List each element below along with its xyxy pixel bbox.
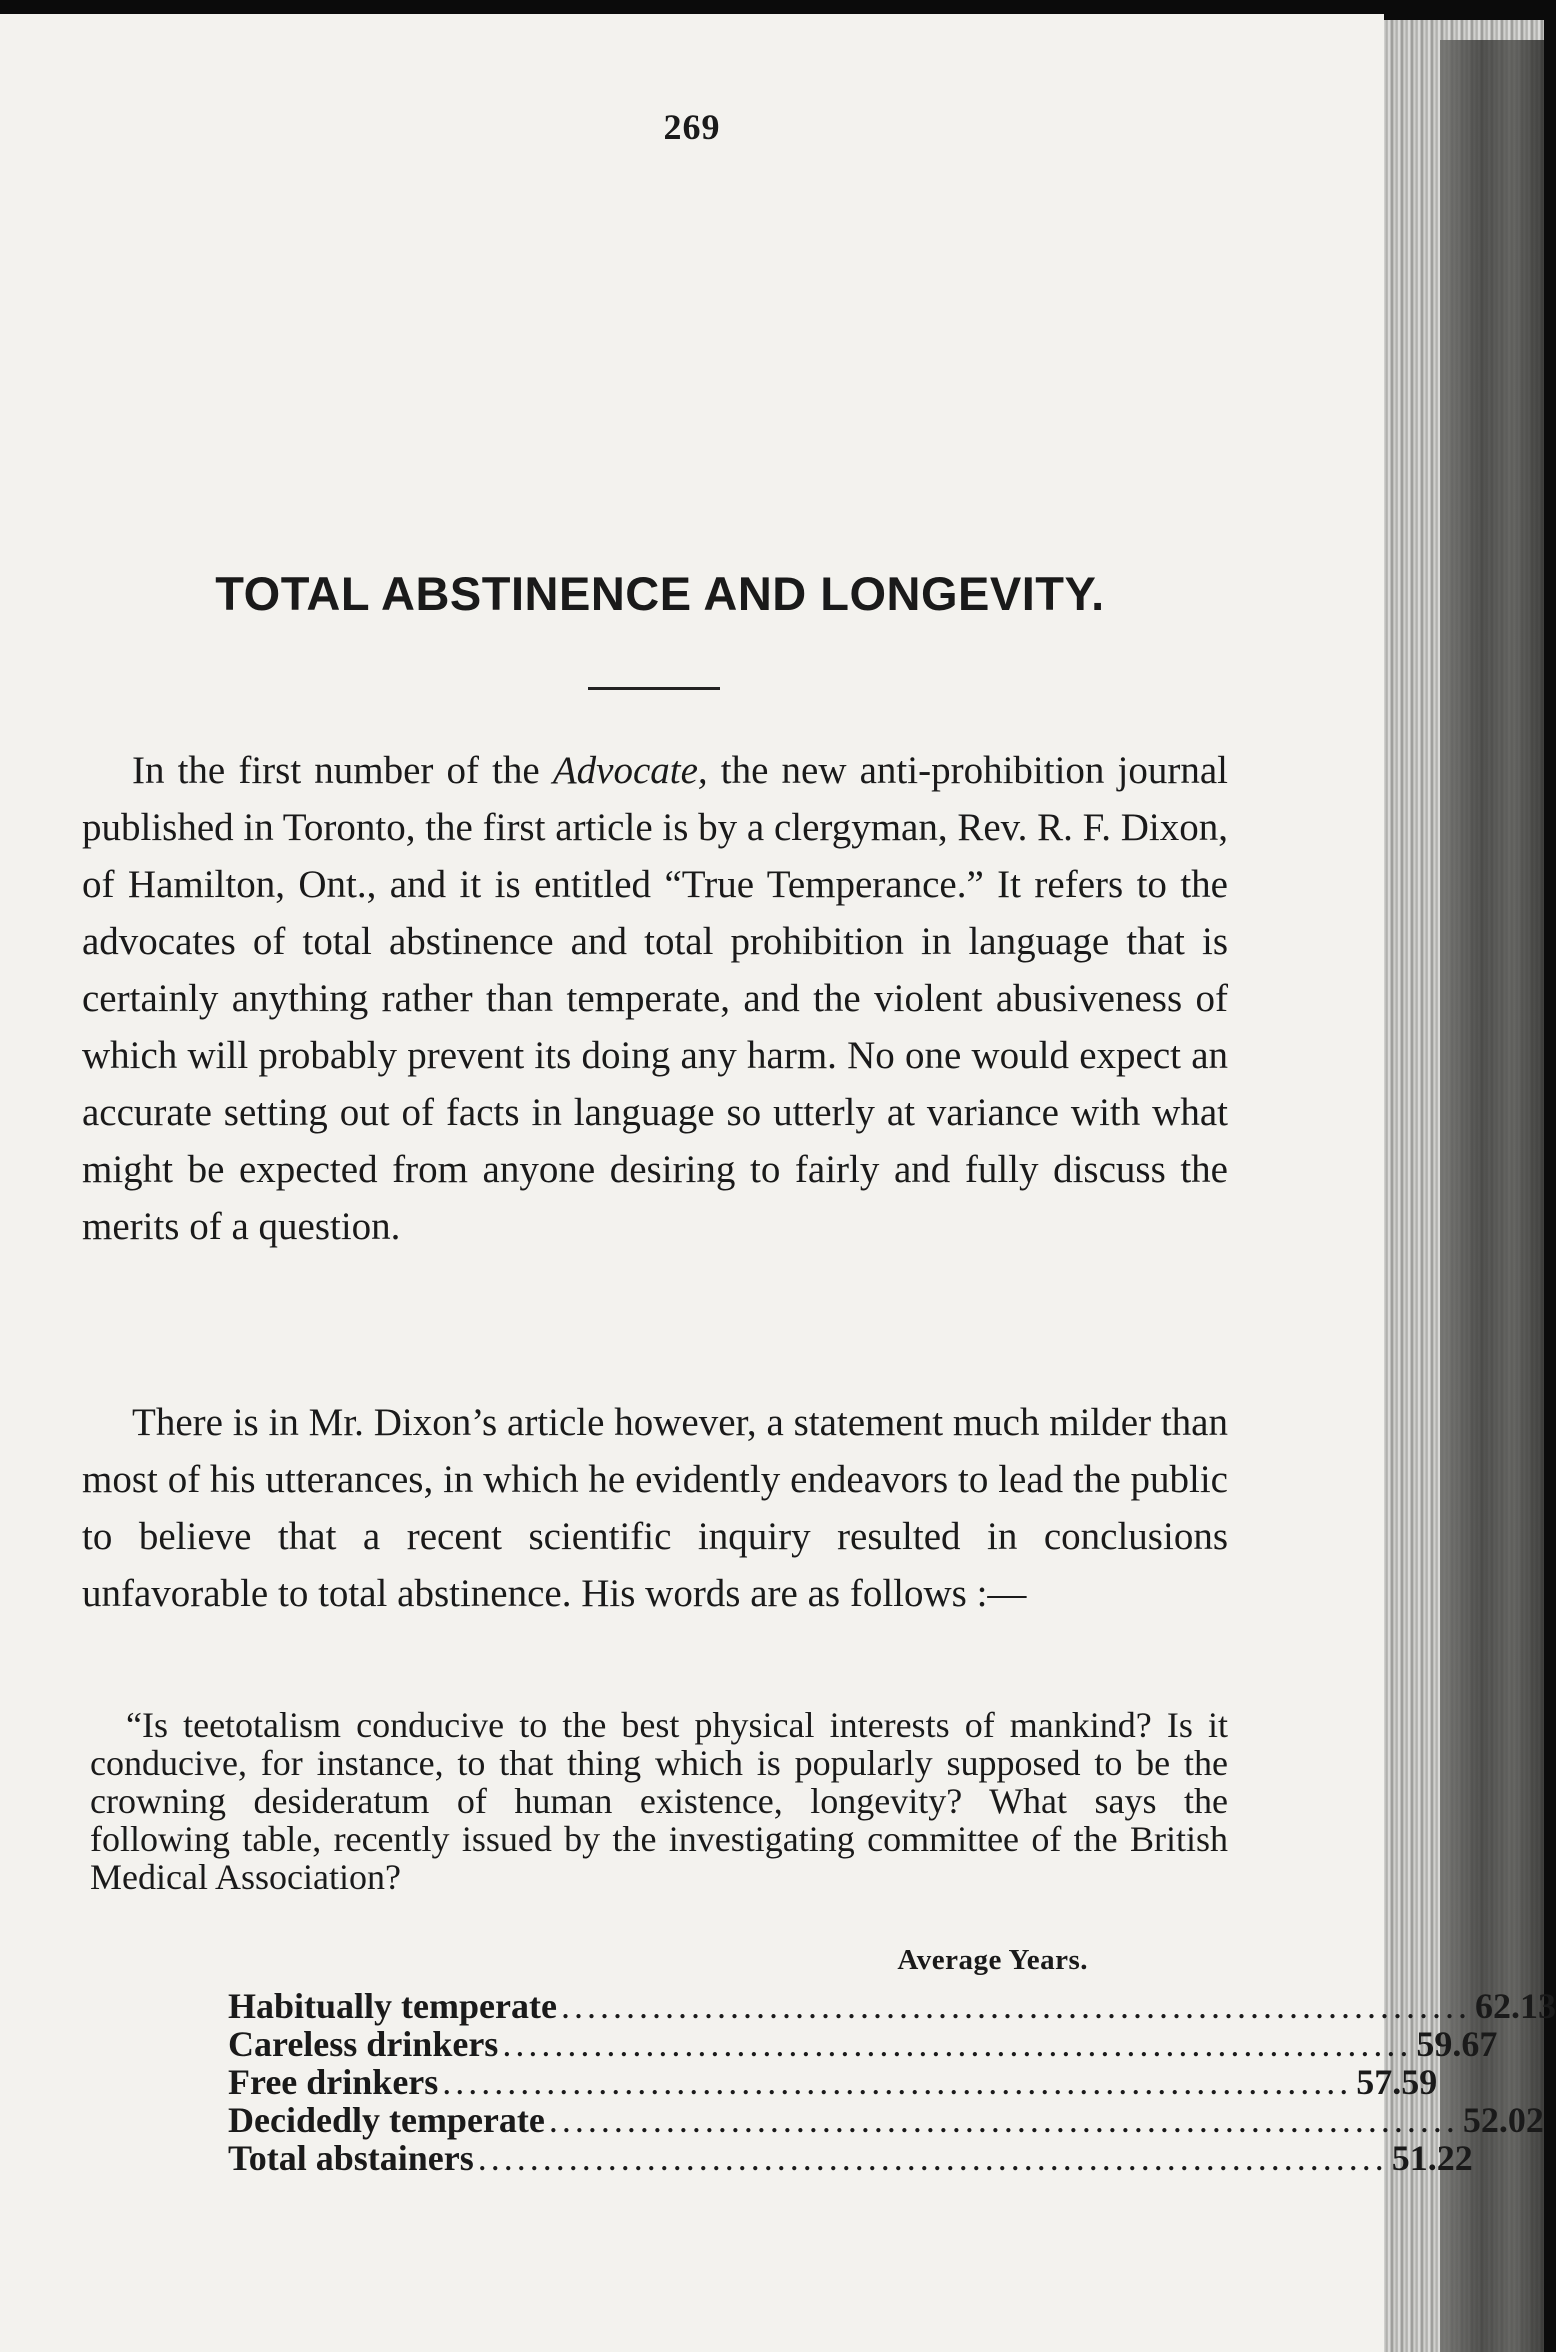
journal-name: Advocate, — [552, 749, 708, 792]
row-label: Careless drinkers — [228, 2024, 499, 2064]
row-value: 52.02 — [1462, 2100, 1544, 2140]
paragraph-intro-start: In the first number of the — [132, 749, 553, 792]
row-label: Total abstainers — [228, 2138, 474, 2178]
longevity-table — [228, 1944, 1556, 2178]
row-label: Habitually temperate — [228, 1986, 557, 2026]
row-label: Decidedly temperate — [228, 2100, 545, 2140]
paragraph-dixon-statement: There is in Mr. Dixon’s article however, a statement much milder than most of his utterances, in which he evidently endeavors to lead the public to believe that a recent scientific inquiry resulted in conclusions unfavorable to total abstinence. His words are as follows :— — [82, 1401, 1228, 1615]
title-divider — [588, 687, 720, 690]
paragraph-intro-rest: the new anti-prohibition journal published in Toronto, the first article is by a clergyman, Rev. R. F. Dixon, of Hamilton, Ont., and it is entitled “True Temperance.” It refers to the advocates of total abstinence and total prohibition in language that is certainly anything rather than temperate, and the violent abusiveness of which will probably prevent its doing any harm. No one would expect an accurate setting out of facts in language so utterly at variance with what might be expected from anyone desiring to fairly and fully discuss the merits of a question. — [82, 749, 1228, 1248]
leader-dots: ...................................................................... — [442, 2062, 1353, 2102]
dixon-quote: “Is teetotalism conducive to the best physical interests of mankind? Is it conducive, for instance, to that thing which is popularly supposed to be the crowning desideratum of human existence, longevity? What says the following table, recently issued by the investigating committee of the British Medical Association? — [90, 1705, 1228, 1897]
table-row — [228, 1986, 1556, 2026]
leader-dots: ...................................................................... — [477, 2138, 1388, 2178]
paragraph-intro — [82, 742, 1228, 1255]
row-value: 51.22 — [1391, 2138, 1473, 2178]
row-value: 59.67 — [1416, 2024, 1498, 2064]
table-header-average-years: Average Years. — [897, 1944, 1088, 1976]
row-value: 62.13 — [1474, 1986, 1556, 2026]
table-row — [228, 2024, 1498, 2064]
table-row — [228, 2138, 1473, 2178]
page-number: 269 — [663, 107, 721, 147]
table-row — [228, 2062, 1438, 2102]
row-label: Free drinkers — [228, 2062, 439, 2102]
leader-dots: ...................................................................... — [560, 1986, 1471, 2026]
table-row — [228, 2100, 1544, 2140]
leader-dots: ...................................................................... — [502, 2024, 1413, 2064]
row-value: 57.59 — [1356, 2062, 1438, 2102]
leader-dots: ...................................................................... — [548, 2100, 1459, 2140]
article-title: TOTAL ABSTINENCE AND LONGEVITY. — [215, 567, 1105, 620]
